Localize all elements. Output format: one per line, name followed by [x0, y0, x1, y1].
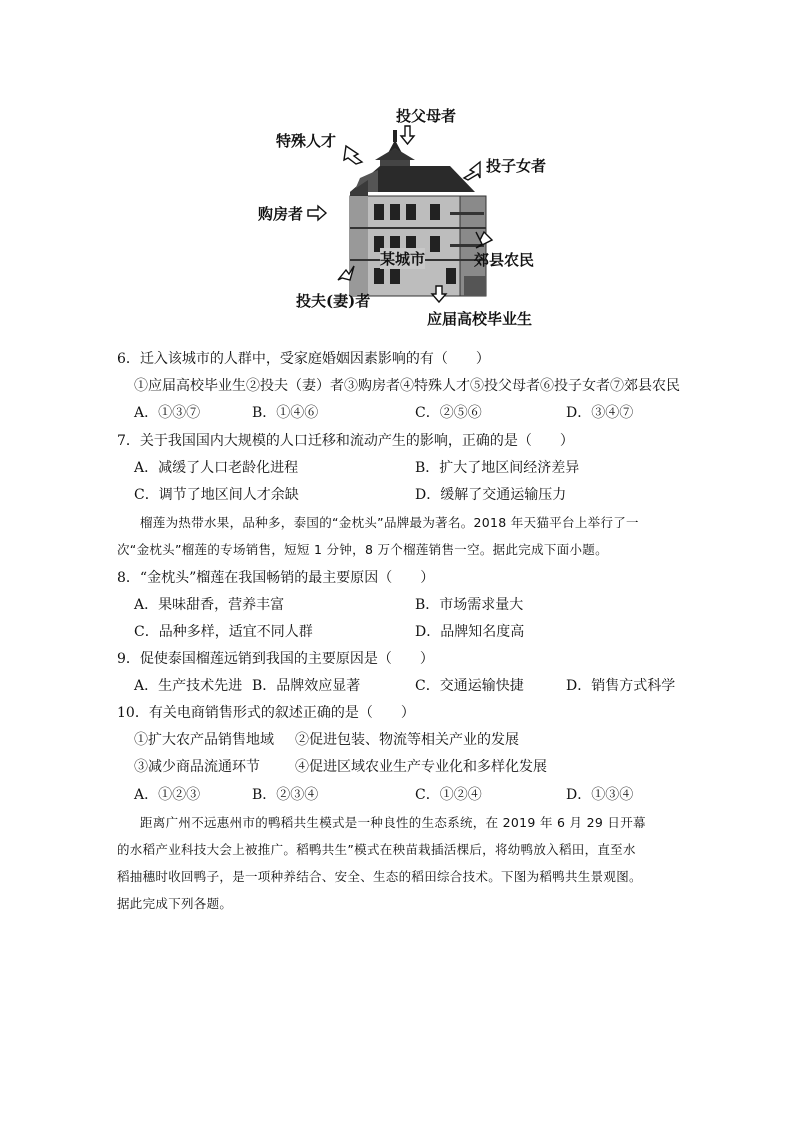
question-7-option-a[interactable]: A．减缓了人口老龄化进程 [134, 460, 299, 476]
passage-durian-line-2: 次“金枕头”榴莲的专场销售，短短 1 分钟，8 万个榴莲销售一空。据此完成下面小题。 [117, 542, 608, 557]
question-9-option-a[interactable]: A．生产技术先进 [134, 678, 243, 694]
question-6-option-c[interactable]: C．②⑤⑥ [415, 405, 482, 421]
question-10-item-3: ③减少商品流通环节 [134, 759, 260, 775]
passage-rice-duck-line-4: 据此完成下列各题。 [117, 896, 233, 911]
question-10-item-4: ④促进区域农业生产专业化和多样化发展 [295, 759, 547, 775]
question-7-stem: 7．关于我国国内大规模的人口迁移和流动产生的影响，正确的是（ ） [117, 433, 574, 449]
question-8-option-a[interactable]: A．果味甜香，营养丰富 [134, 597, 285, 613]
question-9-option-c[interactable]: C．交通运输快捷 [415, 678, 524, 694]
question-7-option-c[interactable]: C．调节了地区间人才余缺 [134, 487, 299, 503]
passage-durian-line-1: 榴莲为热带水果，品种多，泰国的“金枕头”品牌最为著名。2018 年天猫平台上举行了一 [140, 515, 639, 530]
question-6-option-d[interactable]: D．③④⑦ [566, 405, 634, 421]
label-farmers: 郊县农民 [474, 251, 535, 269]
question-8-stem: 8．“金枕头”榴莲在我国畅销的最主要原因（ ） [117, 570, 435, 586]
passage-rice-duck-line-1: 距离广州不远惠州市的鸭稻共生模式是一种良性的生态系统，在 2019 年 6 月 29 日开幕 [140, 815, 646, 830]
label-parents: 投父母者 [396, 107, 457, 125]
question-10-option-c[interactable]: C．①②④ [415, 787, 482, 803]
question-8-option-d[interactable]: D．品牌知名度高 [415, 624, 525, 640]
question-6-stem: 6．迁入该城市的人群中，受家庭婚姻因素影响的有（ ） [117, 351, 490, 367]
label-children: 投子女者 [486, 157, 547, 175]
question-6-statements: ①应届高校毕业生②投夫（妻）者③购房者④特殊人才⑤投父母者⑥投子女者⑦郊县农民 [134, 378, 680, 394]
question-8-option-c[interactable]: C．品种多样，适宜不同人群 [134, 624, 313, 640]
question-7-option-d[interactable]: D．缓解了交通运输压力 [415, 487, 567, 503]
question-10-item-2: ②促进包装、物流等相关产业的发展 [295, 732, 519, 748]
question-10-stem: 10．有关电商销售形式的叙述正确的是（ ） [117, 705, 415, 721]
label-buyers: 购房者 [258, 205, 304, 223]
label-graduates: 应届高校毕业生 [427, 310, 533, 328]
label-spouse: 投夫(妻)者 [296, 292, 371, 310]
question-7-option-b[interactable]: B．扩大了地区间经济差异 [415, 460, 580, 476]
question-9-option-d[interactable]: D．销售方式科学 [566, 678, 676, 694]
passage-rice-duck-line-3: 稻抽穗时收回鸭子，是一项种养结合、安全、生态的稻田综合技术。下图为稻鸭共生景观图。 [117, 869, 642, 884]
question-10-item-1: ①扩大农产品销售地域 [134, 732, 274, 748]
question-6-option-b[interactable]: B．①④⑥ [252, 405, 319, 421]
question-9-option-b[interactable]: B．品牌效应显著 [252, 678, 361, 694]
question-10-option-d[interactable]: D．①③④ [566, 787, 634, 803]
passage-rice-duck-line-2: 的水稻产业科技大会上被推广。稻鸭共生”模式在秧苗栽插活棵后，将幼鸭放入稻田，直至水 [117, 842, 636, 857]
migration-figure [250, 100, 560, 340]
question-10-option-a[interactable]: A．①②③ [134, 787, 201, 803]
label-city: 某城市 [380, 250, 426, 268]
label-talent: 特殊人才 [276, 132, 337, 150]
question-9-stem: 9．促使泰国榴莲远销到我国的主要原因是（ ） [117, 651, 434, 667]
question-10-option-b[interactable]: B．②③④ [252, 787, 319, 803]
question-8-option-b[interactable]: B．市场需求量大 [415, 597, 524, 613]
question-6-option-a[interactable]: A．①③⑦ [134, 405, 201, 421]
